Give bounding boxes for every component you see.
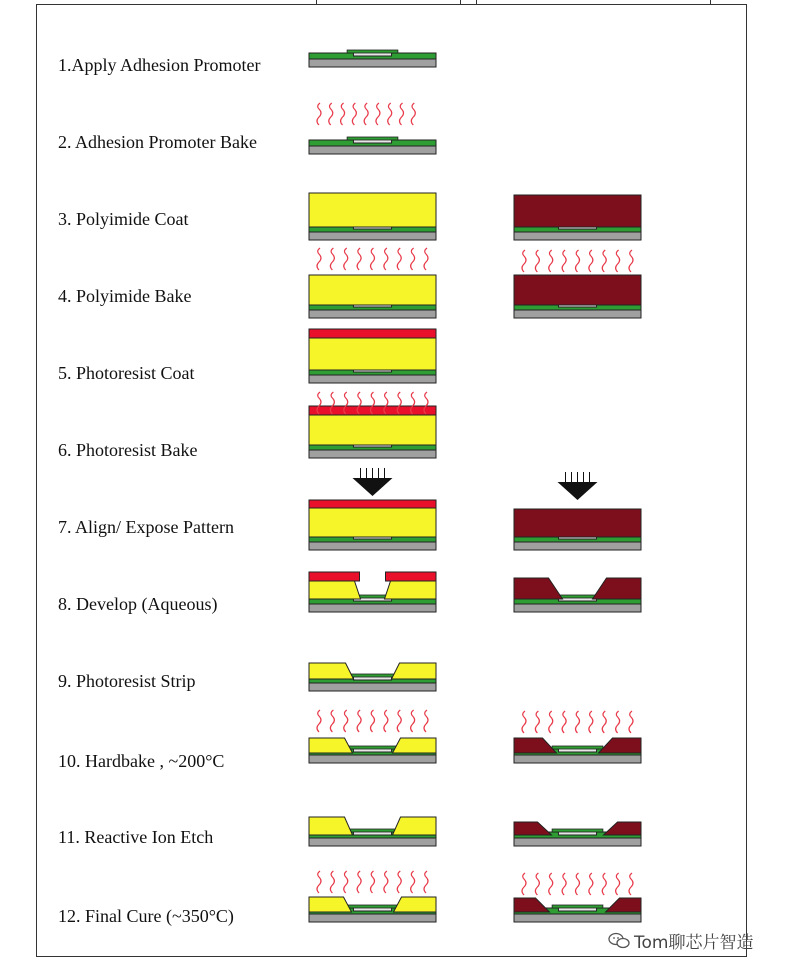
polyimide-layer (393, 738, 437, 753)
step-10-label: 10. Hardbake , ~200°C (58, 751, 225, 771)
step-7-label: 7. Align/ Expose Pattern (58, 517, 234, 537)
heat-wave (397, 710, 401, 732)
exposure-arrow-icon (353, 478, 393, 496)
heat-wave (352, 103, 356, 125)
substrate-layer (514, 914, 641, 922)
polyimide-layer (309, 581, 361, 599)
heat-wave (602, 873, 606, 895)
heat-wave (535, 711, 539, 733)
adhesion-promoter (552, 905, 603, 908)
photosensitive-polyimide-layer (604, 822, 642, 835)
heat-wave (535, 873, 539, 895)
heat-wave (629, 873, 633, 895)
exposure-arrow-icon (558, 482, 598, 500)
heat-wave (400, 103, 404, 125)
adhesion-promoter (347, 905, 398, 908)
heat-wave (388, 103, 392, 125)
photosensitive-polyimide-layer (514, 578, 563, 599)
polyimide-layer (309, 817, 353, 835)
substrate-layer (309, 604, 436, 612)
polyimide-layer (392, 663, 437, 679)
photoresist-layer (309, 500, 436, 508)
step-1-label: 1.Apply Adhesion Promoter (58, 55, 261, 75)
substrate-layer (514, 310, 641, 318)
heat-wave (411, 103, 415, 125)
heat-wave (549, 250, 553, 272)
heat-wave (384, 871, 388, 893)
heat-wave (411, 871, 415, 893)
photoresist-layer (309, 329, 436, 338)
polyimide-layer (309, 338, 436, 370)
heat-wave (317, 248, 321, 270)
heat-wave (384, 248, 388, 270)
heat-wave (616, 873, 620, 895)
wechat-icon (608, 932, 630, 950)
substrate-layer (309, 310, 436, 318)
heat-wave (384, 710, 388, 732)
heat-wave (330, 871, 334, 893)
heat-wave (371, 710, 375, 732)
step-2-label: 2. Adhesion Promoter Bake (58, 132, 257, 152)
heat-wave (344, 871, 348, 893)
heat-wave (317, 710, 321, 732)
polyimide-layer (309, 275, 436, 305)
polyimide-layer (385, 581, 437, 599)
heat-wave (562, 873, 566, 895)
step-8-label: 8. Develop (Aqueous) (58, 594, 218, 614)
photosensitive-polyimide-layer (599, 738, 642, 753)
polyimide-layer (309, 897, 352, 912)
heat-wave (330, 710, 334, 732)
heat-wave (424, 248, 428, 270)
substrate-layer (309, 683, 436, 691)
step-4-label: 4. Polyimide Bake (58, 286, 192, 306)
substrate-layer (309, 59, 436, 67)
heat-wave (549, 873, 553, 895)
heat-wave (411, 710, 415, 732)
heat-wave (344, 248, 348, 270)
step-5-label: 5. Photoresist Coat (58, 363, 195, 383)
heat-wave (357, 710, 361, 732)
heat-wave (357, 871, 361, 893)
heat-wave (371, 248, 375, 270)
photosensitive-polyimide-layer (514, 275, 641, 305)
heat-wave (602, 250, 606, 272)
step-11-label: 11. Reactive Ion Etch (58, 827, 214, 847)
heat-wave (424, 710, 428, 732)
substrate-layer (309, 838, 436, 846)
watermark-text: Tom聊芯片智造 (634, 933, 754, 953)
polyimide-layer (309, 508, 436, 537)
heat-wave (317, 103, 321, 125)
substrate-layer (309, 542, 436, 550)
polyimide-layer (393, 817, 437, 835)
photosensitive-polyimide-layer (606, 898, 642, 912)
substrate-layer (514, 232, 641, 240)
substrate-layer (309, 375, 436, 383)
heat-wave (576, 250, 580, 272)
heat-wave (589, 711, 593, 733)
polyimide-layer (394, 897, 437, 912)
polyimide-layer (309, 193, 436, 227)
step-12-label: 12. Final Cure (~350°C) (58, 906, 234, 926)
watermark (608, 928, 753, 953)
step-3-label: 3. Polyimide Coat (58, 209, 189, 229)
heat-wave (522, 250, 526, 272)
heat-wave (329, 103, 333, 125)
heat-wave (371, 871, 375, 893)
step-6-label: 6. Photoresist Bake (58, 440, 198, 460)
heat-wave (629, 250, 633, 272)
heat-wave (357, 248, 361, 270)
adhesion-promoter (347, 746, 398, 749)
heat-wave (602, 711, 606, 733)
heat-wave (589, 250, 593, 272)
heat-wave (616, 711, 620, 733)
photoresist-layer (386, 572, 437, 581)
heat-wave (576, 711, 580, 733)
photosensitive-polyimide-layer (514, 822, 552, 835)
heat-wave (330, 248, 334, 270)
heat-wave (562, 711, 566, 733)
polyimide-layer (309, 738, 353, 753)
photoresist-layer (309, 572, 360, 581)
substrate-layer (514, 604, 641, 612)
adhesion-promoter (347, 674, 398, 677)
substrate-layer (514, 755, 641, 763)
polyimide-layer (309, 663, 354, 679)
heat-wave (589, 873, 593, 895)
photosensitive-polyimide-layer (593, 578, 642, 599)
heat-wave (424, 871, 428, 893)
heat-wave (397, 871, 401, 893)
substrate-layer (309, 755, 436, 763)
polyimide-layer (309, 415, 436, 445)
photosensitive-polyimide-layer (514, 898, 550, 912)
adhesion-promoter (347, 137, 398, 140)
heat-wave (616, 250, 620, 272)
heat-wave (411, 248, 415, 270)
substrate-layer (309, 146, 436, 154)
photosensitive-polyimide-layer (514, 738, 557, 753)
heat-wave (341, 103, 345, 125)
adhesion-promoter (347, 50, 398, 53)
heat-wave (317, 871, 321, 893)
substrate-layer (514, 838, 641, 846)
substrate-layer (309, 232, 436, 240)
heat-wave (522, 711, 526, 733)
heat-wave (562, 250, 566, 272)
heat-wave (549, 711, 553, 733)
adhesion-promoter (347, 829, 398, 832)
heat-wave (344, 710, 348, 732)
photosensitive-polyimide-layer (514, 195, 641, 227)
substrate-layer (309, 450, 436, 458)
heat-wave (629, 711, 633, 733)
heat-wave (576, 873, 580, 895)
step-9-label: 9. Photoresist Strip (58, 671, 196, 691)
heat-wave (376, 103, 380, 125)
substrate-layer (309, 914, 436, 922)
substrate-layer (514, 542, 641, 550)
heat-wave (522, 873, 526, 895)
heat-wave (397, 248, 401, 270)
adhesion-promoter (552, 829, 603, 832)
photosensitive-polyimide-layer (514, 509, 641, 537)
heat-wave (535, 250, 539, 272)
adhesion-promoter (552, 746, 603, 749)
heat-wave (364, 103, 368, 125)
